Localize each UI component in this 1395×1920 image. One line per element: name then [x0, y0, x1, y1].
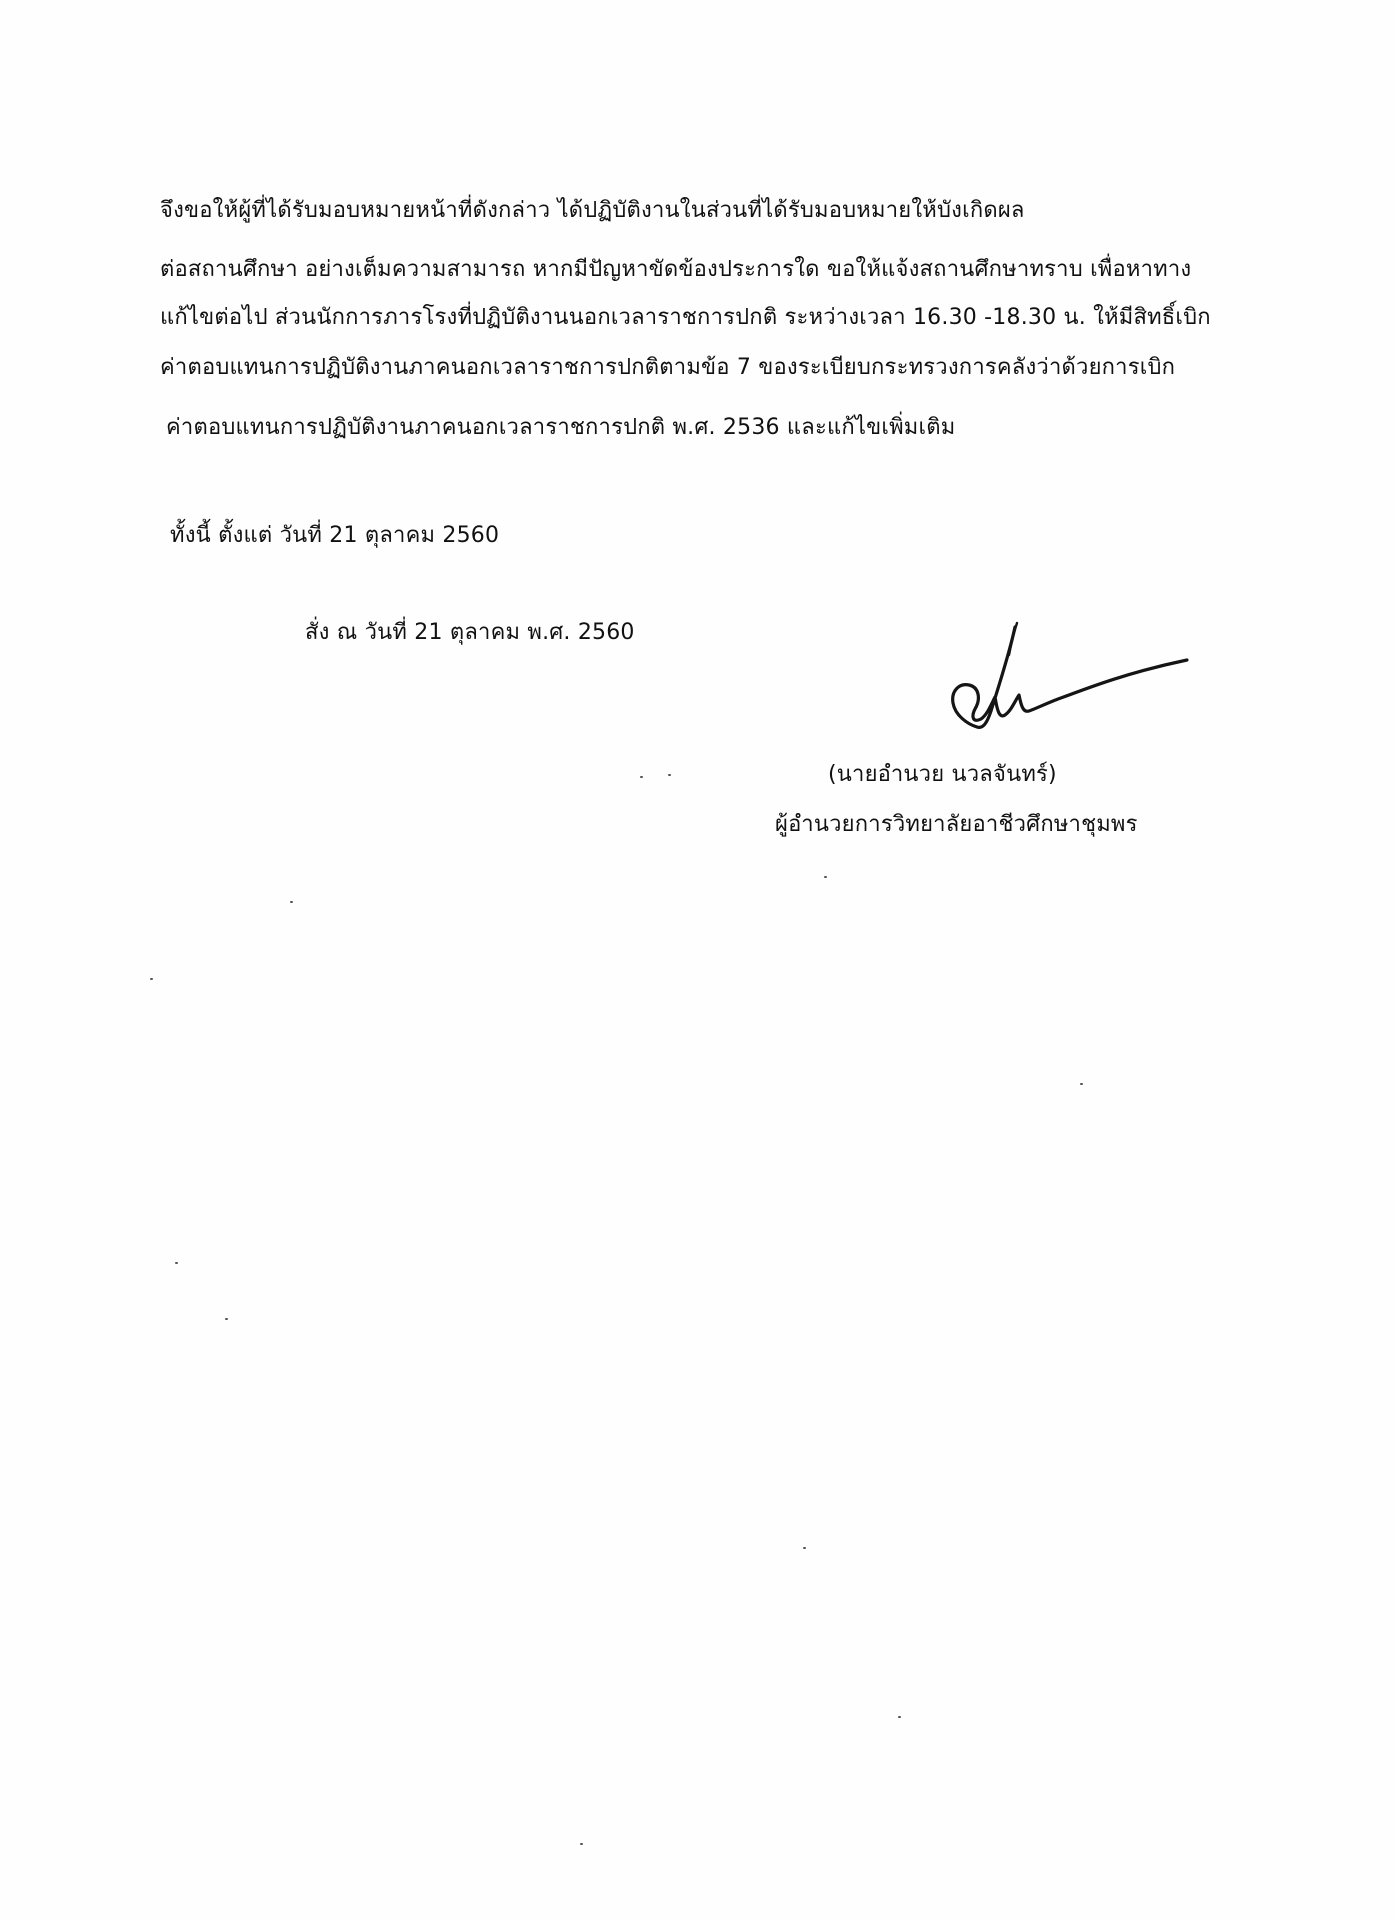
scan-speck: [225, 1318, 228, 1320]
scan-speck: [668, 774, 671, 776]
signature-image: [925, 615, 1195, 745]
body-line-5: ค่าตอบแทนการปฏิบัติงานภาคนอกเวลาราชการปกติ พ.ศ. 2536 และแก้ไขเพิ่มเติม: [166, 415, 956, 440]
effective-date-line: ทั้งนี้ ตั้งแต่ วันที่ 21 ตุลาคม 2560: [170, 523, 500, 548]
scan-speck: [150, 978, 153, 980]
scan-speck: [640, 776, 643, 778]
signer-title: ผู้อำนวยการวิทยาลัยอาชีวศึกษาชุมพร: [775, 812, 1138, 837]
body-line-2: ต่อสถานศึกษา อย่างเต็มความสามารถ หากมีปัญหาขัดข้องประการใด ขอให้แจ้งสถานศึกษาทราบ เพื่อหาทาง: [160, 257, 1192, 282]
order-date-line: สั่ง ณ วันที่ 21 ตุลาคม พ.ศ. 2560: [305, 620, 635, 645]
body-line-4: ค่าตอบแทนการปฏิบัติงานภาคนอกเวลาราชการปกติตามข้อ 7 ของระเบียบกระทรวงการคลังว่าด้วยการเบิก: [160, 355, 1176, 380]
signer-name: (นายอำนวย นวลจันทร์): [828, 762, 1057, 787]
scan-speck: [898, 1716, 901, 1718]
scan-speck: [824, 876, 827, 878]
scan-speck: [175, 1262, 178, 1264]
scan-speck: [803, 1547, 806, 1549]
body-line-1: จึงขอให้ผู้ที่ได้รับมอบหมายหน้าที่ดังกล่าว ได้ปฏิบัติงานในส่วนที่ได้รับมอบหมายให้บังเกิดผล: [160, 198, 1025, 223]
scan-speck: [1080, 1083, 1083, 1085]
scan-speck: [580, 1843, 583, 1845]
body-line-3: แก้ไขต่อไป ส่วนนักการภารโรงที่ปฏิบัติงานนอกเวลาราชการปกติ ระหว่างเวลา 16.30 -18.30 น. ให้มีสิทธิ์เบิก: [160, 305, 1211, 330]
scan-speck: [290, 901, 293, 903]
